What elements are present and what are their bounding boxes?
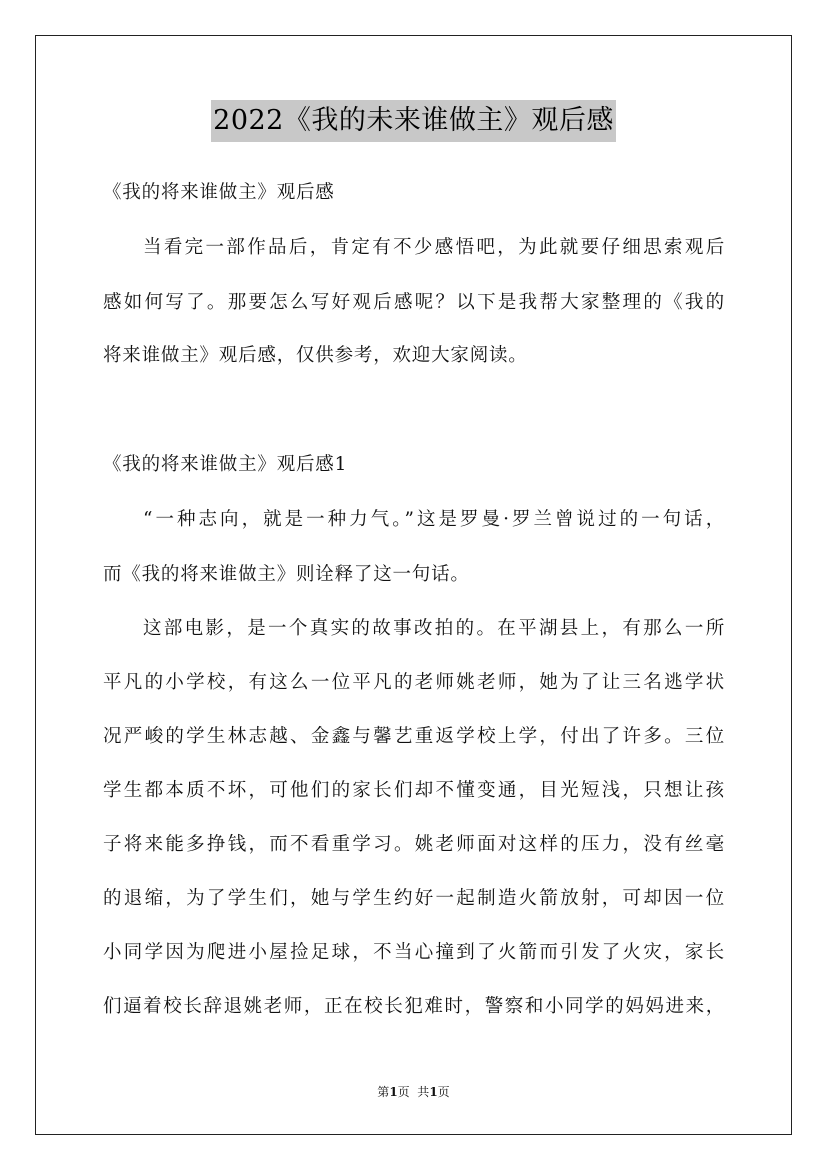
intro-line: 将来谁做主》观后感，仅供参考，欢迎大家阅读。 <box>103 345 528 366</box>
paragraph-line: 的退缩，为了学生们，她与学生约好一起制造火箭放射，可却因一位 <box>103 888 725 909</box>
paragraph-line: “一种志向，就是一种力气。”这是罗曼·罗兰曾说过的一句话， <box>143 509 725 530</box>
paragraph-line: 子将来能多挣钱，而不看重学习。姚老师面对这样的压力，没有丝毫 <box>103 834 725 855</box>
page-footer <box>0 1083 827 1100</box>
paragraph-line: 平凡的小学校，有这么一位平凡的老师姚老师，她为了让三名逃学状 <box>103 672 725 693</box>
paragraph-line: 小同学因为爬进小屋捡足球，不当心撞到了火箭而引发了火灾，家长 <box>103 942 725 963</box>
paragraph-line: 们逼着校长辞退姚老师，正在校长犯难时，警察和小同学的妈妈进来， <box>103 996 725 1017</box>
paragraph-line: 况严峻的学生林志越、金鑫与馨艺重返学校上学，付出了许多。三位 <box>103 726 725 747</box>
footer-page-mid: 页 共 <box>397 1085 430 1099</box>
document-title: 2022《我的未来谁做主》观后感 <box>211 100 616 142</box>
footer-page-suffix: 页 <box>437 1085 450 1099</box>
document-subtitle: 《我的将来谁做主》观后感 <box>103 182 335 203</box>
section-heading: 《我的将来谁做主》观后感1 <box>103 454 348 475</box>
intro-line: 当看完一部作品后，肯定有不少感悟吧，为此就要仔细思索观后 <box>143 237 725 258</box>
footer-total-pages: 1 <box>429 1085 438 1099</box>
title-container <box>0 100 827 142</box>
paragraph-line: 而《我的将来谁做主》则诠释了这一句话。 <box>103 564 470 585</box>
paragraph-line: 这部电影，是一个真实的故事改拍的。在平湖县上，有那么一所 <box>143 618 725 639</box>
intro-line: 感如何写了。那要怎么写好观后感呢？以下是我帮大家整理的《我的 <box>103 292 725 313</box>
paragraph-line: 学生都本质不坏，可他们的家长们却不懂变通，目光短浅，只想让孩 <box>103 780 725 801</box>
footer-page-prefix: 第 <box>377 1085 390 1099</box>
footer-page-number: 1 <box>389 1085 398 1099</box>
